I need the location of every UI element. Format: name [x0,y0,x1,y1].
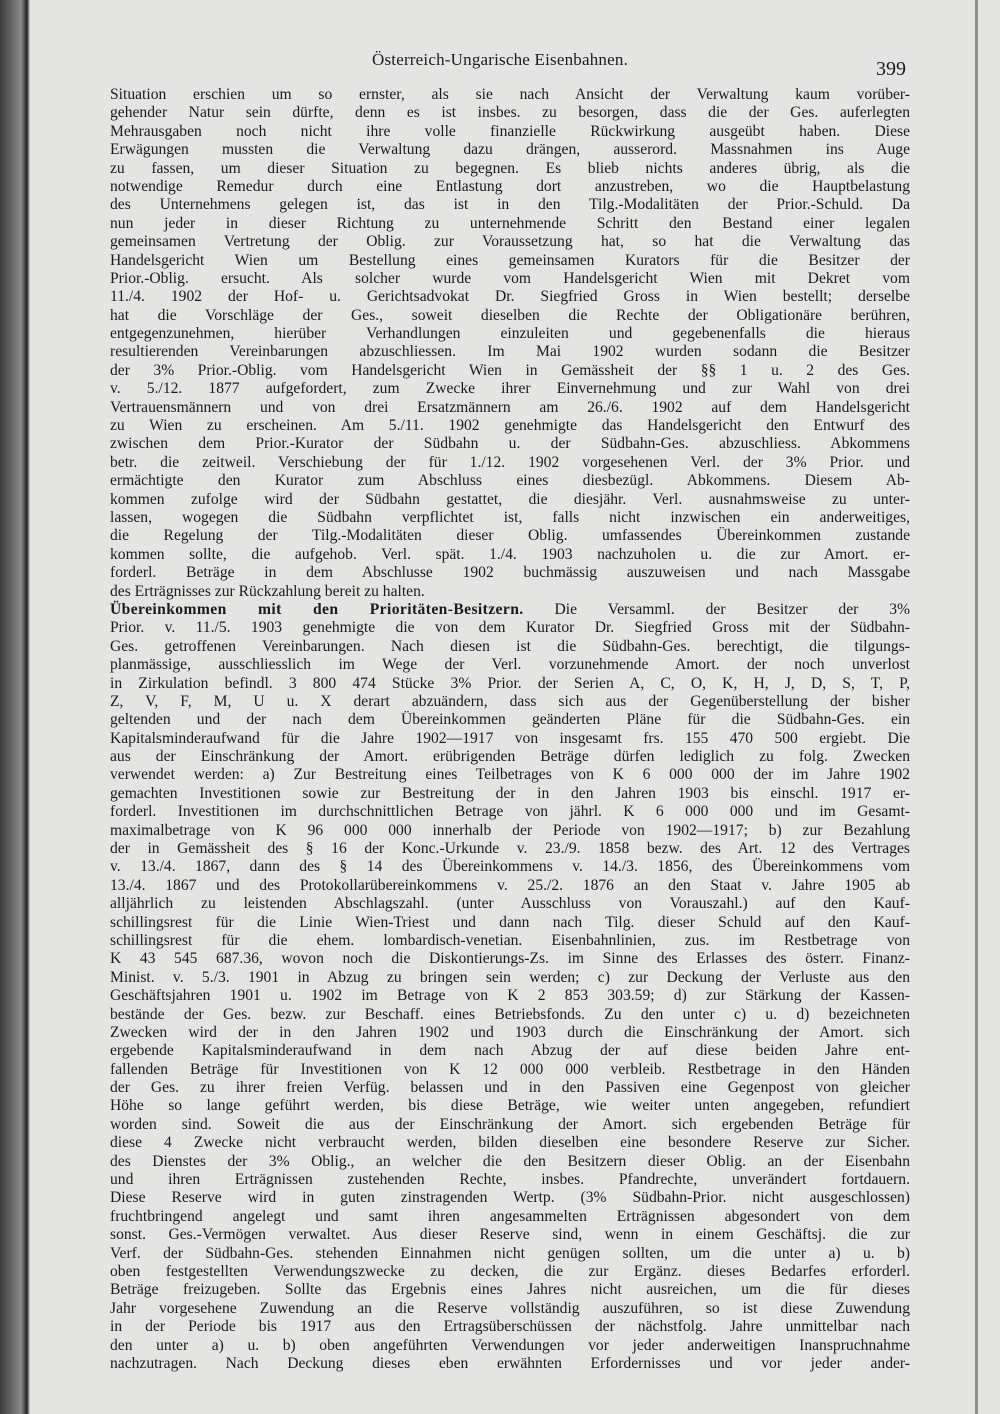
text-line: Ges. getroffenen Vereinbarungen. Nach diesen ist die Südbahn-Ges. berechtigt, die tilgungs- [110,637,910,655]
text-line: Verf. der Südbahn-Ges. stehenden Einnahmen nicht genügen sollten, um die unter a) u. b) [110,1244,910,1262]
text-line: in der Periode bis 1917 aus den Ertragsüberschüssen der nächstfolg. Jahre unmittelbar nach [110,1318,910,1336]
text-line: bestände der Ges. bezw. zur Beschaff. eines Betriebsfonds. Zu den unter c) u. d) bezeichneten [110,1005,910,1023]
text-line: entgegenzunehmen, hierüber Verhandlungen einzuleiten und gegebenenfalls die hieraus [110,325,910,343]
text-line: Beträge freizugeben. Sollte das Ergebnis eines Jahres nicht ausreichen, um die für dieses [110,1281,910,1299]
paragraph-1 [110,86,910,601]
text-line: des Unternehmens gelegen ist, das ist in den Tilg.-Modalitäten der Prior.-Schuld. Da [110,196,910,214]
text-line: Diese Reserve wird in guten zinstragenden Wertp. (3% Südbahn-Prior. nicht ausgeschlossen) [110,1189,910,1207]
text-line: und ihren Erträgnissen zustehenden Rechte, insbes. Pfandrechte, unverändert fortdauern. [110,1171,910,1189]
paragraph-2 [110,619,910,1373]
text-line: den unter a) u. b) oben angeführten Verwendungen vor jeder anderweitigen Inanspruchnahme [110,1336,910,1354]
text-line: diese 4 Zwecke nicht verbraucht werden, bilden dieselben eine besondere Reserve zur Sicher. [110,1134,910,1152]
text-line: 11./4. 1902 der Hof- u. Gerichtsadvokat Dr. Siegfried Gross in Wien bestellt; derselbe [110,288,910,306]
text-line: Prior. v. 11./5. 1903 genehmigte die von dem Kurator Dr. Siegfried Gross mit der Südbahn- [110,619,910,637]
text-line: lassen, wogegen die Südbahn verpflichtet ist, falls nicht inzwischen ein anderweitiges, [110,508,910,526]
text-line: Mehrausgaben noch nicht ihre volle finanzielle Rückwirkung ausgeübt haben. Diese [110,122,910,140]
text-line: aus der Einschränkung der Amort. erübrigenden Beträge dürfen lediglich zu folg. Zwecken [110,748,910,766]
text-line: verwendet werden: a) Zur Bestreitung eines Teilbetrages von K 6 000 000 der im Jahre 1902 [110,766,910,784]
text-line: Höhe so lange geführt werden, bis diese Beträge, wie weiter unten angegeben, refundiert [110,1097,910,1115]
text-line: gehender Natur sein dürfte, denn es ist insbes. zu besorgen, dass die der Ges. auferlegten [110,104,910,122]
text-line: der 3% Prior.-Oblig. vom Handelsgericht Wien in Gemässheit der §§ 1 u. 2 des Ges. [110,361,910,379]
text-line: schillingsrest für die Linie Wien-Triest und dann nach Tilg. dieser Schuld auf den Kauf- [110,913,910,931]
scan-edge-left [0,0,30,1414]
text-line: zu Wien zu erscheinen. Am 5./11. 1902 genehmigte das Handelsgericht den Entwurf des [110,417,910,435]
text-line: hat die Vorschläge der Ges., soweit dieselben die Rechte der Obligationäre berühren, [110,306,910,324]
text-line: nun jeder in dieser Richtung zu unternehmende Schritt den Bestand einer legalen [110,214,910,232]
text-line: maximalbetrage von K 96 000 000 innerhalb der Periode von 1902—1917; b) zur Bezahlung [110,821,910,839]
section-heading: Übereinkommen mit den Prioritäten-Besitzern. [110,600,524,618]
text-line: gemeinsamen Vertretung der Oblig. zur Voraussetzung hat, so hat die Verwaltung das [110,233,910,251]
text-line: Erwägungen mussten die Verwaltung dazu drängen, ausserord. Massnahmen ins Auge [110,141,910,159]
body-text [110,86,910,1373]
text-line: des Erträgnisses zur Rückzahlung bereit zu halten. [110,582,425,600]
text-line: Prior.-Oblig. ersucht. Als solcher wurde vom Handelsgericht Wien mit Dekret vom [110,269,910,287]
text-line: kommen zufolge wird der Südbahn gestattet, die diesjähr. Verl. ausnahmsweise zu unter- [110,490,910,508]
text-line: in Zirkulation befindl. 3 800 474 Stücke 3% Prior. der Serien A, C, O, K, H, J, D, S, T, P, [110,674,910,692]
text-line: Kapitalsminderaufwand für die Jahre 1902—1917 von insgesamt frs. 155 470 500 ergiebt. Die [110,729,910,747]
text-line: v. 13./4. 1867, dann des § 14 des Übereinkommens v. 14./3. 1856, des Übereinkommens vom [110,858,910,876]
text-line: fallenden Beträge für Investitionen von K 12 000 000 verbleib. Restbetrage in den Händen [110,1060,910,1078]
text-line: planmässige, ausschliesslich im Wege der Verl. vorzunehmende Amort. der noch unverlost [110,656,910,674]
text-line: ergebende Kapitalsminderaufwand in dem nach Abzug der auf diese beiden Jahre ent- [110,1042,910,1060]
text-line: alljährlich zu leistenden Abschlagszahl. (unter Ausschluss von Vorauszahl.) auf den Kauf- [110,895,910,913]
text-line: notwendige Remedur durch eine Entlastung dort anzustreben, wo die Hauptbelastung [110,177,910,195]
text-line: geltenden und der nach dem Übereinkommen geänderten Pläne für die Südbahn-Ges. ein [110,711,910,729]
text-line: zu fassen, um dieser Situation zu begegnen. Es blieb nichts anderes übrig, als die [110,159,910,177]
text-line: forderl. Investitionen im durchschnittlichen Betrage von jährl. K 6 000 000 und im Gesamt- [110,803,910,821]
text-line: oben festgestellten Verwendungszwecke zu decken, die zur Ergänz. dieses Bedarfes erforderl. [110,1263,910,1280]
text-line: des Dienstes der 3% Oblig., an welcher die den Besitzern dieser Oblig. an der Eisenbahn [110,1152,910,1170]
section-heading-line [110,601,910,619]
text-line: schillingsrest für die ehem. lombardisch-venetian. Eisenbahnlinien, zus. im Restbetrage von [110,931,910,949]
text-line: Minist. v. 5./3. 1901 in Abzug zu bringen sein werden; c) zur Deckung der Verluste aus den [110,968,910,986]
text-line: kommen sollte, die aufgehob. Verl. spät. 1./4. 1903 nachzuholen u. die zur Amort. er- [110,545,910,563]
text-line: Handelsgericht Wien um Bestellung eines gemeinsamen Kurators für die Besitzer der [110,251,910,269]
text-line: ermächtigte den Kurator zum Abschluss eines diesbezügl. Abkommens. Diesem Ab- [110,472,910,490]
text-line: Zwecken wird der in den Jahren 1902 und 1903 durch die Einschränkung der Amort. sich [110,1023,910,1041]
text-line: Situation erschien um so ernster, als sie nach Ansicht der Verwaltung kaum vorüber- [110,86,910,103]
text-line: Z, V, F, M, U u. X derart abzuändern, dass sich aus der Gegenüberstellung der bisher [110,692,910,710]
text-line: v. 5./12. 1877 aufgefordert, zum Zwecke ihrer Einvernehmung und zur Wahl von drei [110,380,910,398]
section-heading-tail: Die Versamml. der Besitzer der 3% [554,600,910,618]
text-line: gemachten Investitionen sowie zur Bestreitung der in den Jahren 1903 bis einschl. 1917 er- [110,784,910,802]
text-line: betr. die zeitweil. Verschiebung der für 1./12. 1902 vorgesehenen Verl. der 3% Prior. und [110,453,910,471]
text-line: 13./4. 1867 und des Protokollarübereinkommens v. 25./2. 1876 an den Staat v. Jahre 1905 ab [110,876,910,894]
text-line: worden sind. Soweit die aus der Einschränkung der Amort. sich ergebenden Beträge für [110,1115,910,1133]
text-line: sonst. Ges.-Vermögen verwaltet. Aus dieser Reserve sind, wenn in einem Geschäftsj. die zur [110,1226,910,1244]
scan-edge-right [975,0,978,1414]
text-line: K 43 545 687.36, wovon noch die Diskontierungs-Zs. im Sinne des Erlasses des österr. Finanz- [110,950,910,968]
text-line: Vertrauensmännern und von drei Ersatzmännern am 26./6. 1902 auf dem Handelsgericht [110,398,910,416]
text-line: zwischen dem Prior.-Kurator der Südbahn u. der Südbahn-Ges. abzuschliess. Abkommens [110,435,910,453]
text-line: forderl. Beträge in dem Abschlusse 1902 buchmässig auszuweisen und nach Massgabe [110,564,910,582]
running-head: Österreich-Ungarische Eisenbahnen. [371,50,629,69]
text-line: Jahr vorgesehene Zuwendung an die Reserve vollständig auszuführen, so ist diese Zuwendung [110,1299,910,1317]
text-line: die Regelung der Tilg.-Modalitäten dieser Oblig. umfassendes Übereinkommen zustande [110,527,910,545]
text-line: der Ges. zu ihrer freien Verfüg. belassen und in den Passiven eine Gegenpost von gleicher [110,1079,910,1097]
text-line: der in Gemässheit des § 16 der Konc.-Urkunde v. 23./9. 1858 bezw. des Art. 12 des Vertrages [110,840,910,858]
page-number: 399 [876,58,906,80]
text-line: nachzutragen. Nach Deckung dieses eben erwähnten Erfordernisses und vor jeder ander- [110,1354,910,1372]
text-line: Geschäftsjahren 1901 u. 1902 im Betrage von K 2 853 303.59; d) zur Stärkung der Kassen- [110,987,910,1005]
text-line: fruchtbringend angelegt und samt ihren angesammelten Erträgnissen abgesondert von dem [110,1207,910,1225]
text-line: resultierenden Vereinbarungen abzuschliessen. Im Mai 1902 wurden sodann die Besitzer [110,343,910,361]
